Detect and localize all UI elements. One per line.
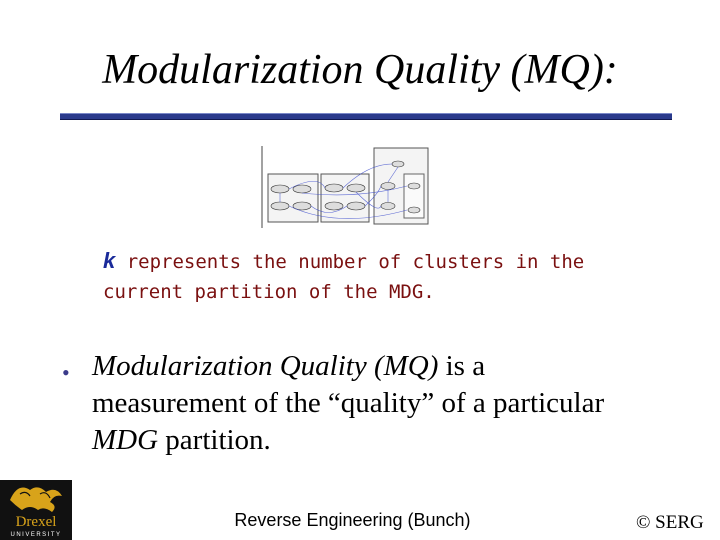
title-divider	[60, 113, 672, 120]
bullet-text-part2: measurement of the “quality” of a particular	[92, 387, 605, 419]
k-explanation	[103, 246, 643, 307]
mdg-cluster-diagram	[258, 144, 433, 230]
bullet-text	[92, 348, 682, 459]
mq-term: Modularization Quality (MQ)	[92, 350, 439, 382]
bullet-text-part1: is a	[438, 350, 486, 382]
drexel-logo	[0, 480, 72, 540]
k-explanation-line2: current partition of the MDG.	[103, 281, 435, 303]
bullet-icon: •	[62, 360, 70, 385]
mdg-term: MDG	[92, 424, 159, 456]
slide-title: Modularization Quality (MQ):	[102, 47, 618, 93]
logo-wordmark: Drexel	[15, 514, 57, 530]
footer-text: Reverse Engineering (Bunch)	[234, 510, 471, 530]
k-explanation-line1: represents the number of clusters in the	[115, 251, 585, 273]
copyright-text: © SERG	[636, 512, 704, 533]
logo-subtitle: UNIVERSITY	[10, 532, 62, 538]
bullet-item	[62, 348, 682, 459]
k-variable: k	[103, 248, 116, 273]
bullet-text-part3: partition.	[158, 424, 271, 456]
